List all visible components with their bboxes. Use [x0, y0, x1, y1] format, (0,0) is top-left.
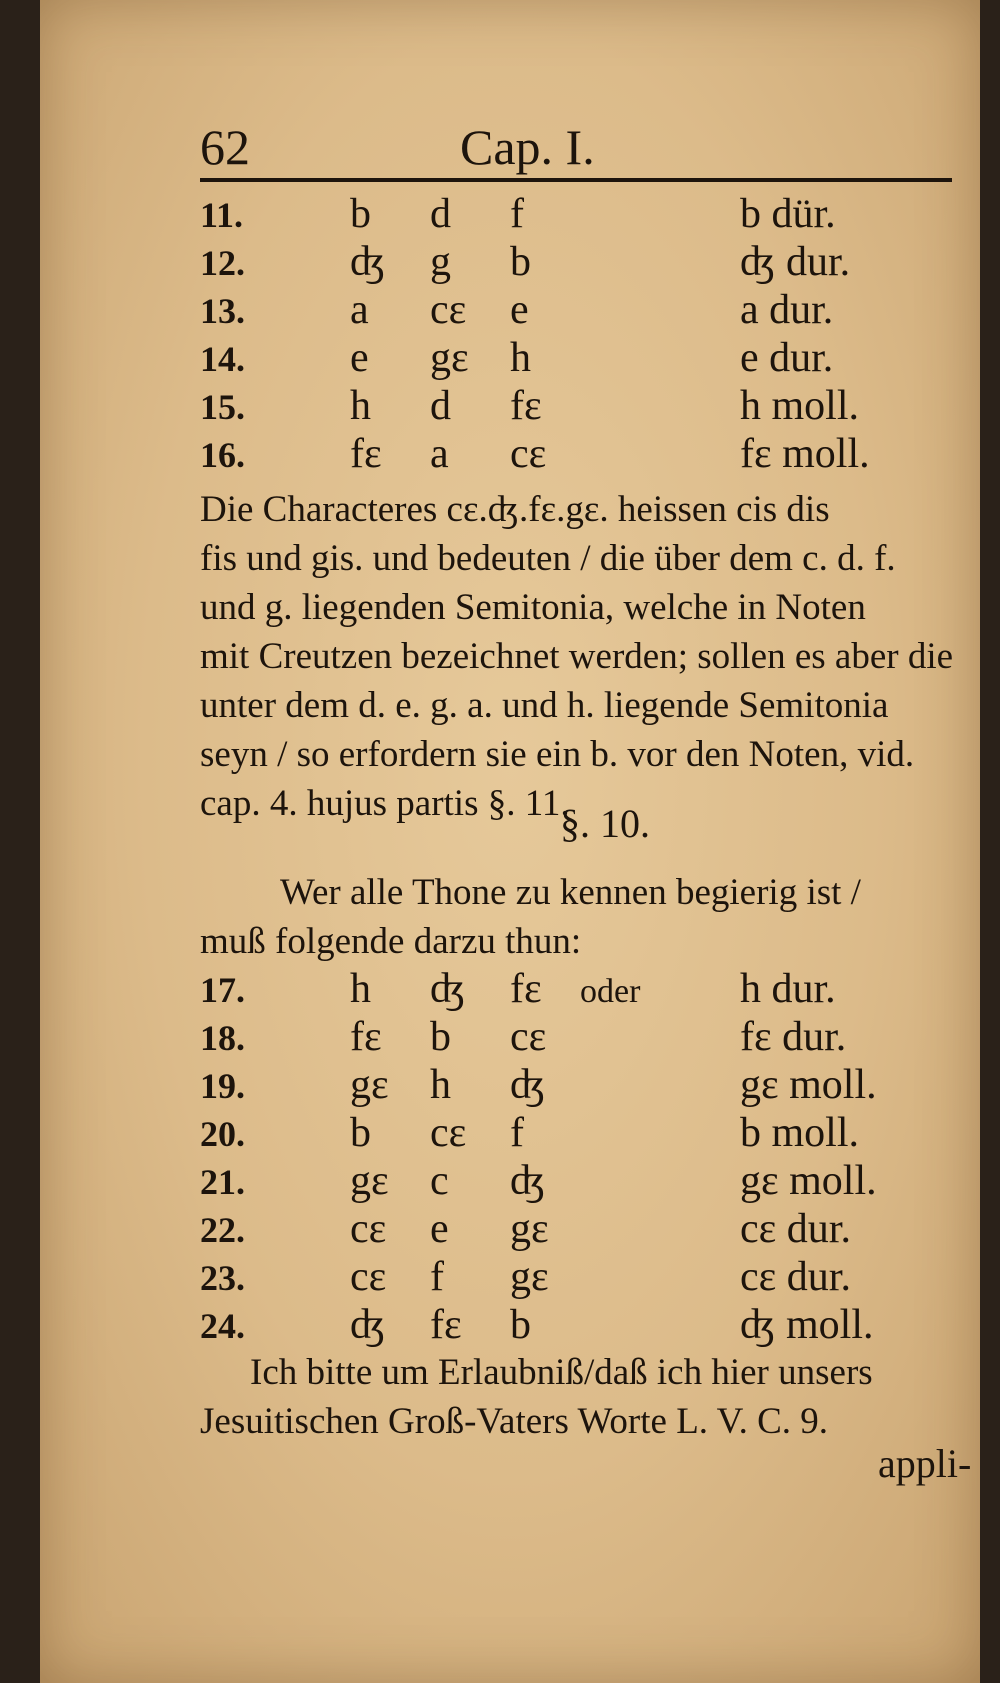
chord-n3: fɛ [510, 966, 542, 1012]
chord-num: 12. [200, 243, 245, 283]
chord-num: 17. [200, 970, 245, 1010]
chord-key: cɛ dur. [740, 1254, 851, 1300]
chord-num: 18. [200, 1018, 245, 1058]
chord-n1: ʤ [350, 1302, 386, 1348]
chord-n3: f [510, 1110, 524, 1156]
chord-num: 15. [200, 387, 245, 427]
chord-key: cɛ dur. [740, 1206, 851, 1252]
chord-n3: cɛ [510, 431, 547, 477]
chord-key: a dur. [740, 287, 834, 333]
header-rule [200, 178, 952, 182]
chord-n2: fɛ [430, 1302, 462, 1348]
chord-n2: d [430, 191, 451, 237]
chord-n2: b [430, 1014, 451, 1060]
chord-num: 24. [200, 1306, 245, 1346]
chord-n2: e [430, 1206, 449, 1252]
chord-num: 21. [200, 1162, 245, 1202]
chord-n3: ʤ [510, 1158, 546, 1204]
chord-key: fɛ dur. [740, 1014, 847, 1060]
text-line: Ich bitte um Erlaubniß/daß ich hier unsers [250, 1352, 873, 1393]
page-number: 62 [200, 119, 250, 175]
chord-n3: f [510, 191, 524, 237]
running-header [160, 110, 950, 180]
chord-n3: gɛ [510, 1206, 549, 1252]
chord-n1: gɛ [350, 1158, 389, 1204]
chord-n1: e [350, 335, 369, 381]
paragraph-characteres [200, 485, 954, 828]
chord-n3: h [510, 335, 531, 381]
chord-num: 11. [200, 195, 244, 235]
text-line: fis und gis. und bedeuten / die über dem c. d. f. [200, 538, 896, 579]
chord-n3: b [510, 1302, 531, 1348]
chord-key: h dur. [740, 966, 836, 1012]
chord-n1: a [350, 287, 369, 333]
chord-key: b dür. [740, 191, 836, 237]
chord-num: 19. [200, 1066, 245, 1106]
chord-n2: cɛ [430, 287, 467, 333]
text-line: und g. liegenden Semitonia, welche in Noten [200, 587, 866, 628]
chord-num: 13. [200, 291, 245, 331]
chord-n3: e [510, 287, 529, 333]
chord-n1: fɛ [350, 431, 382, 477]
text-line: Wer alle Thone zu kennen begierig ist / [280, 872, 861, 913]
chord-n2: c [430, 1158, 449, 1204]
chord-n2: gɛ [430, 335, 469, 381]
chord-n1: b [350, 191, 371, 237]
chord-n3: cɛ [510, 1014, 547, 1060]
text-line: unter dem d. e. g. a. und h. liegende Semitonia [200, 685, 889, 726]
chord-n1: h [350, 966, 371, 1012]
text-line: Jesuitischen Groß-Vaters Worte L. V. C. 9. [200, 1401, 829, 1442]
chord-n2: g [430, 239, 451, 285]
chord-n3: ʤ [510, 1062, 546, 1108]
chord-n2: f [430, 1254, 444, 1300]
catchword: appli- [878, 1441, 972, 1486]
chord-n3: fɛ [510, 383, 542, 429]
chord-num: 20. [200, 1114, 245, 1154]
paragraph-erlaubniss [200, 1348, 950, 1446]
chord-n2: a [430, 431, 449, 477]
chord-num: 22. [200, 1210, 245, 1250]
chord-key: h moll. [740, 383, 860, 429]
section-mark: §. 10. [560, 801, 650, 846]
text-line: cap. 4. hujus partis §. 11. [200, 783, 570, 824]
text-line: mit Creutzen bezeichnet werden; sollen es aber die [200, 636, 954, 677]
chord-n1: gɛ [350, 1062, 389, 1108]
chord-n1: b [350, 1110, 371, 1156]
chord-num: 16. [200, 435, 245, 475]
chord-n4: oder [580, 973, 641, 1010]
chord-n2: d [430, 383, 451, 429]
chord-n1: fɛ [350, 1014, 382, 1060]
text-line: seyn / so erfordern sie ein b. vor den Noten, vid. [200, 734, 915, 775]
chord-n1: h [350, 383, 371, 429]
paragraph-thone [200, 868, 950, 966]
chord-key: fɛ moll. [740, 431, 870, 477]
chapter-title: Cap. I. [460, 119, 595, 175]
chord-num: 14. [200, 339, 245, 379]
chord-key: ʤ dur. [740, 239, 851, 285]
chord-n2: ʤ [430, 966, 466, 1012]
chord-n2: h [430, 1062, 451, 1108]
chord-key: gɛ moll. [740, 1062, 877, 1108]
chord-num: 23. [200, 1258, 245, 1298]
chord-key: ʤ moll. [740, 1302, 874, 1348]
chord-key: b moll. [740, 1110, 860, 1156]
chord-n1: cɛ [350, 1206, 387, 1252]
chord-key: gɛ moll. [740, 1158, 877, 1204]
book-page [40, 0, 980, 1683]
chord-key: e dur. [740, 335, 834, 381]
text-line: muß folgende darzu thun: [200, 921, 582, 962]
chord-n1: ʤ [350, 239, 386, 285]
text-line: Die Characteres cɛ.ʤ.fɛ.gɛ. heissen cis dis [200, 489, 830, 530]
chord-n3: gɛ [510, 1254, 549, 1300]
chord-n3: b [510, 239, 531, 285]
chord-n2: cɛ [430, 1110, 467, 1156]
chord-n1: cɛ [350, 1254, 387, 1300]
